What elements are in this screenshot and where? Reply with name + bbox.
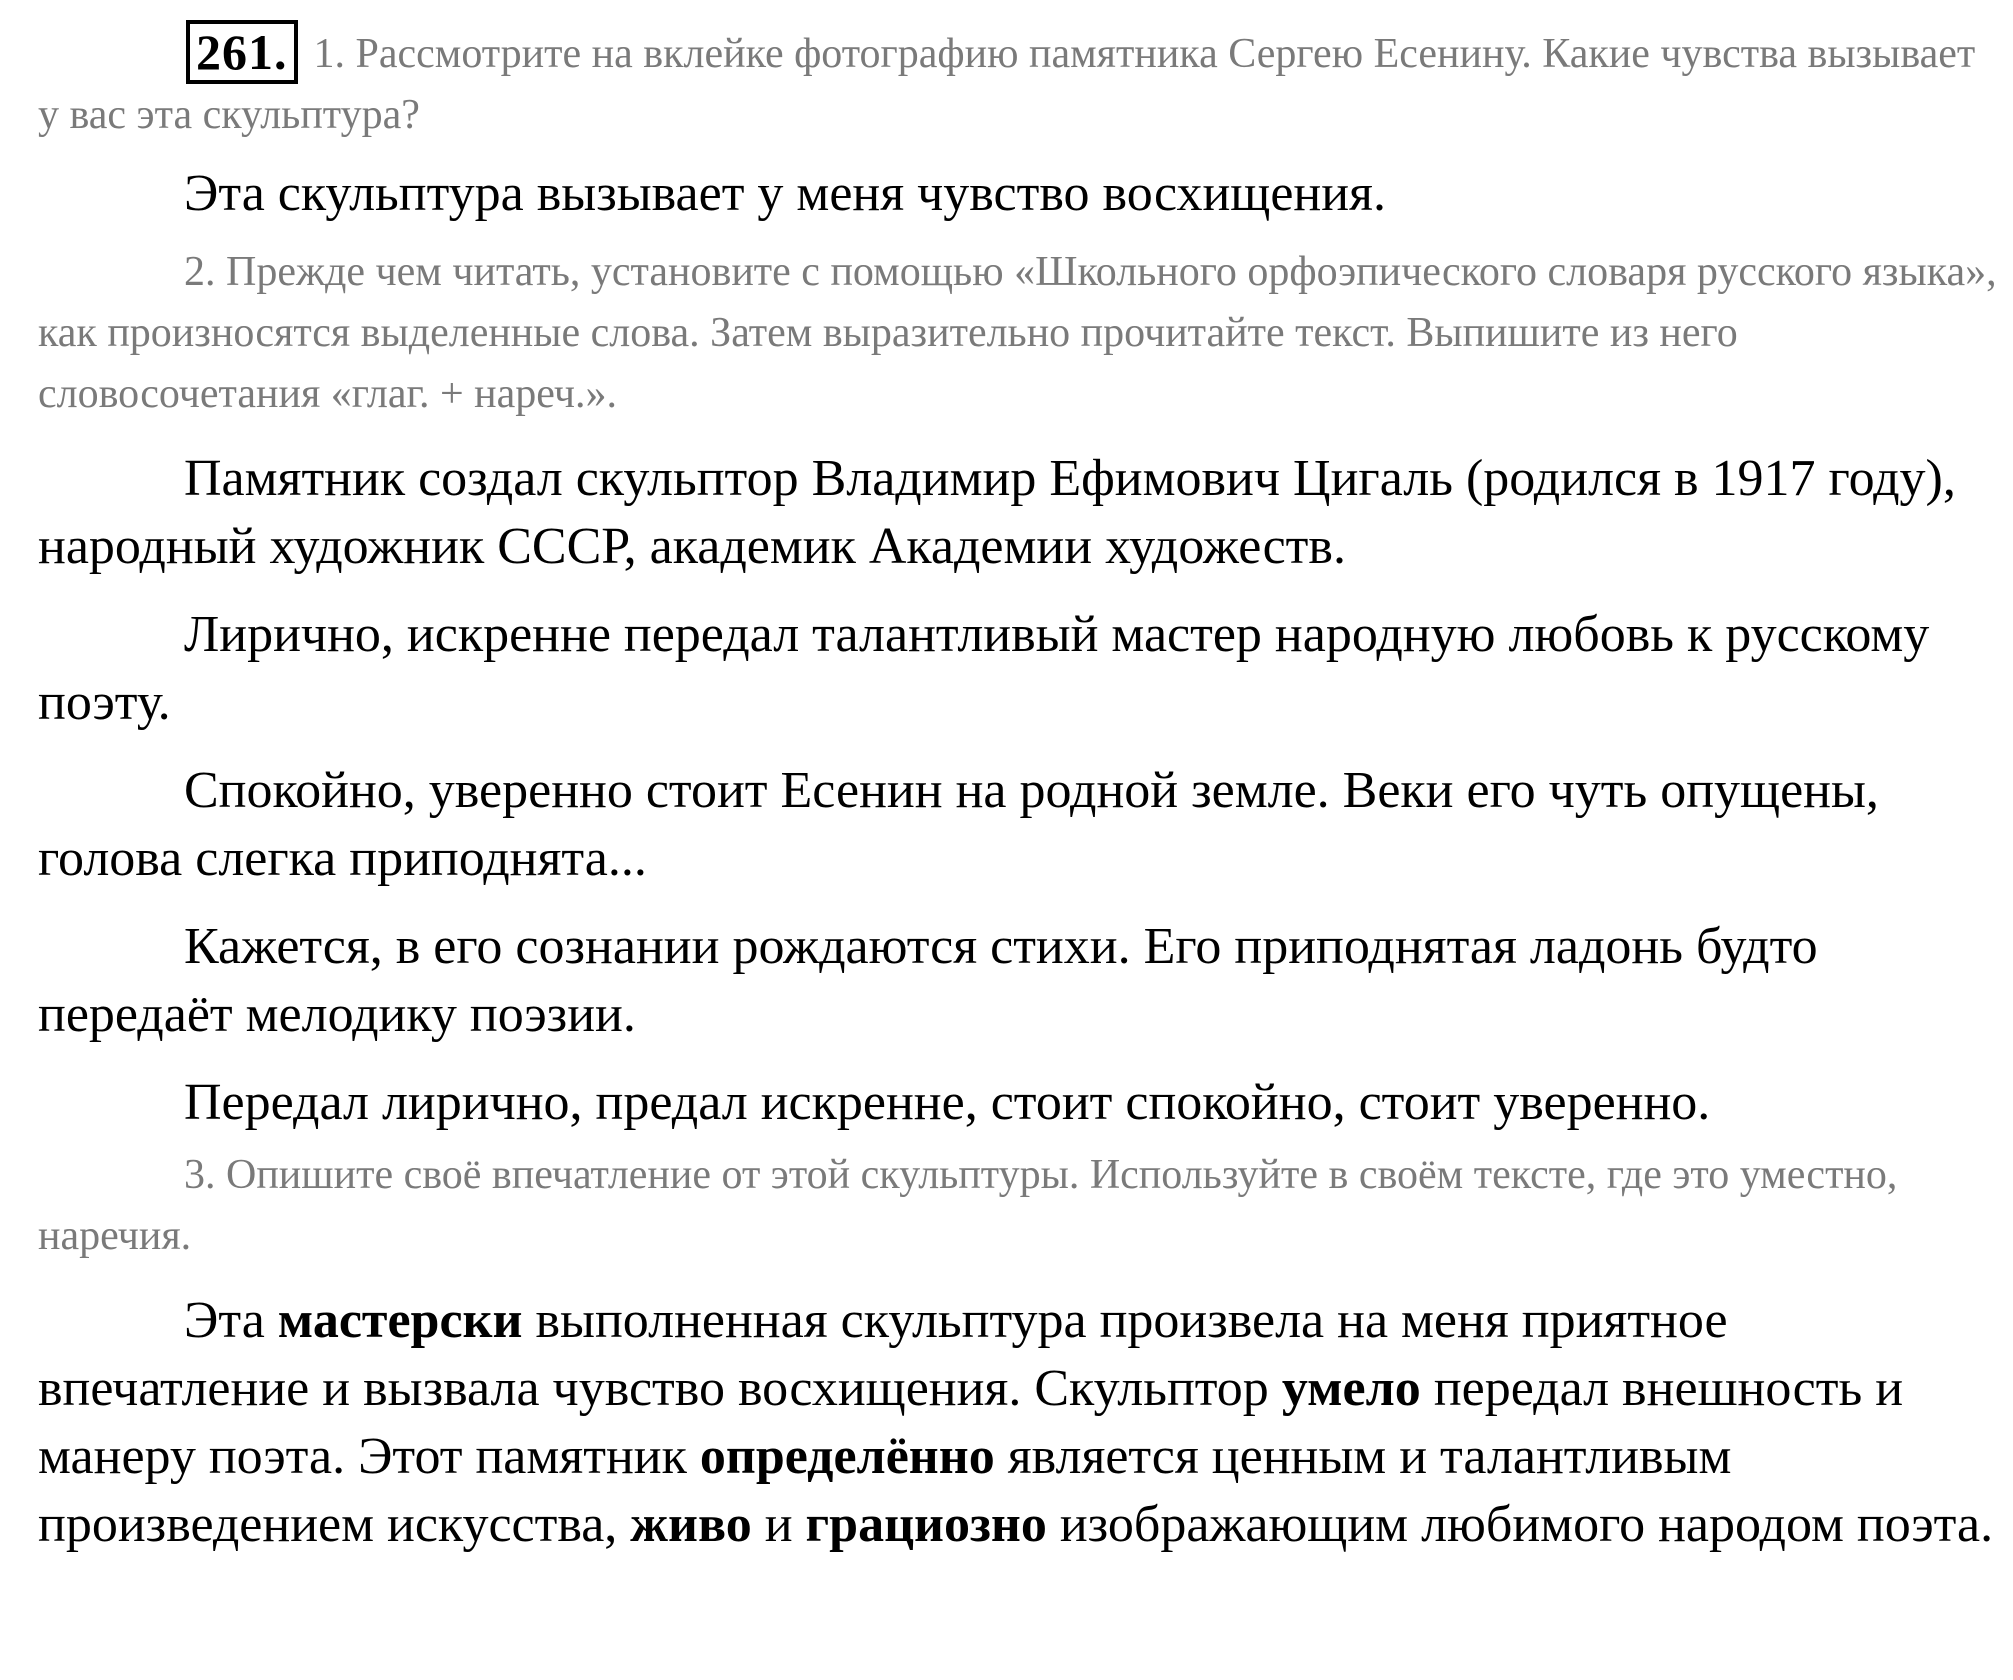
- adverb-highlight: умело: [1281, 1360, 1421, 1417]
- task-1: [38, 20, 1998, 146]
- answer-1: Эта скульптура вызывает у меня чувство восхищения.: [184, 165, 1386, 222]
- task-1-text: 1. Рассмотрите на вклейке фотографию памятника Сергею Есенину. Какие чувства вызывает у вас эта скульптура?: [38, 31, 1976, 138]
- exercise-number: 261.: [186, 20, 298, 84]
- answer-3-text: передал внешность и манеру поэта. Этот памятник: [38, 1360, 1904, 1485]
- text-paragraph-4: Кажется, в его сознании рождаются стихи. Его приподнятая ладонь будто передаёт мелодику поэзии.: [38, 918, 1818, 1043]
- adverb-highlight: живо: [630, 1496, 752, 1553]
- text-paragraph-2: Лирично, искренне передал талантливый мастер народную любовь к русскому поэту.: [38, 606, 1930, 731]
- answer-3-text: Эта: [184, 1292, 278, 1349]
- answer-3: [38, 1287, 1998, 1559]
- answer-2: Передал лирично, предал искренне, стоит спокойно, стоит уверенно.: [184, 1074, 1711, 1131]
- answer-3-text: выполненная скульптура произвела на меня приятное впечатление и вызвала чувство восхищения. Скульптор: [38, 1292, 1728, 1417]
- adverb-highlight: грациозно: [805, 1496, 1047, 1553]
- answer-3-text: изображающим любимого народом поэта.: [1046, 1496, 1994, 1553]
- answer-3-text: и: [751, 1496, 806, 1553]
- text-paragraph-3: Спокойно, уверенно стоит Есенин на родной земле. Веки его чуть опущены, голова слегка приподнята...: [38, 762, 1879, 887]
- adverb-highlight: мастерски: [277, 1292, 523, 1349]
- adverb-highlight: определённо: [699, 1428, 995, 1485]
- task-3: 3. Опишите своё впечатление от этой скульптуры. Используйте в своём тексте, где это уместно, наречия.: [38, 1152, 1898, 1259]
- answer-3-text: является ценным и талантливым произведением искусства,: [38, 1428, 1732, 1553]
- exercise-page: [38, 20, 1998, 1559]
- text-paragraph-1: Памятник создал скульптор Владимир Ефимович Цигаль (родился в 1917 году), народный художник СССР, академик Академии художеств.: [38, 450, 1956, 575]
- task-2: 2. Прежде чем читать, установите с помощью «Школьного орфоэпического словаря русского языка», как произносятся выделенные слова. Затем выразительно прочитайте текст. Выпишите из него словосочетания «глаг. + нареч.».: [38, 249, 1997, 417]
